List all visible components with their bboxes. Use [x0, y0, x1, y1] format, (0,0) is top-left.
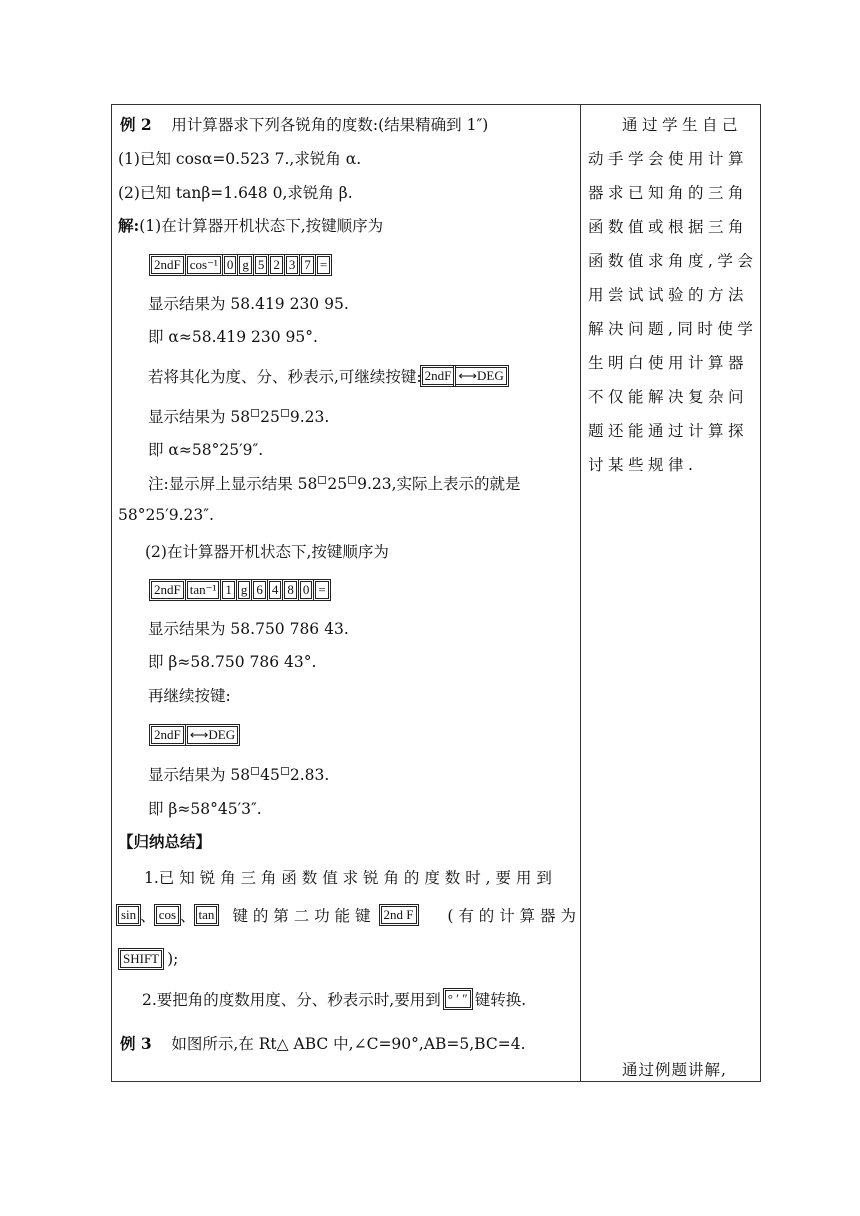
calculator-key: 0: [300, 581, 313, 599]
sidebar-line: 函数值求角度,学会: [588, 252, 758, 270]
calculator-key: =: [317, 256, 330, 274]
calculator-key: g: [238, 581, 251, 599]
display-result-2b: [148, 763, 329, 785]
separator-glyph: [251, 409, 259, 417]
calculator-key: 0: [224, 256, 237, 274]
trig-key: sin: [118, 906, 139, 924]
example3-line: [120, 1032, 526, 1054]
solution-2-intro: (2)在计算器开机状态下,按键顺序为: [145, 543, 389, 561]
convert-line: [148, 365, 508, 387]
continue-text: 再继续按键:: [148, 687, 231, 705]
display-2b-deg: 显示结果为 58: [148, 766, 251, 784]
separator-glyph: [318, 476, 326, 484]
sidebar-line: 动手学会使用计算: [588, 150, 749, 168]
summary-p1-line3-end: );: [167, 950, 179, 968]
calculator-key: 4: [269, 581, 282, 599]
example3-title: 例 3: [120, 1034, 152, 1053]
approx-result-1b: 即 α≈58°25′9″.: [148, 441, 264, 459]
question-1: (1)已知 cosα=0.523 7.,求锐角 α.: [118, 150, 362, 168]
approx-result-2b: 即 β≈58°45′3″.: [148, 800, 262, 818]
display-2b-min: 45: [260, 766, 280, 784]
summary-p1-line1: 1.已 知 锐 角 三 角 函 数 值 求 锐 角 的 度 数 时 , 要 用 到: [144, 869, 552, 887]
sidebar-line: 题还能通过计算探: [588, 422, 749, 440]
column-divider: [580, 104, 581, 1082]
summary-p2-a: 2.要把角的度数用度、分、秒表示时,要用到: [142, 991, 441, 1009]
convert-text: 若将其化为度、分、秒表示,可继续按键:: [148, 368, 422, 386]
approx-result-1: 即 α≈58.419 230 95°.: [148, 328, 318, 346]
example2-prompt: 用计算器求下列各锐角的度数:(结果精确到 1″): [171, 116, 489, 134]
calculator-key: 8: [284, 581, 297, 599]
trig-keys: [118, 904, 218, 926]
example2-title: 例 2: [120, 115, 152, 134]
key-sequence-1: [151, 254, 333, 276]
summary-p2: [142, 988, 526, 1010]
display-result-1b: [148, 405, 329, 427]
summary-p2-b: 键转换.: [474, 991, 527, 1009]
display-2b-sec: 2.83.: [289, 766, 330, 784]
key-2ndf: 2nd F: [381, 906, 417, 924]
separator: 、: [180, 907, 196, 925]
note-line: [148, 472, 521, 494]
note-c: 9.23,实际上表示的就是: [357, 475, 521, 493]
key-shift: SHIFT: [120, 950, 162, 968]
solution-intro-text: (1)在计算器开机状态下,按键顺序为: [139, 217, 384, 235]
sidebar-line: 器求已知角的三角: [588, 184, 749, 202]
calculator-key: =: [315, 581, 328, 599]
trig-key: tan: [196, 906, 218, 924]
separator-glyph: [281, 767, 289, 775]
question-2: (2)已知 tanβ=1.648 0,求锐角 β.: [118, 184, 353, 202]
summary-p1-mid: 键 的 第 二 功 能 键: [232, 907, 371, 925]
sidebar-line: 解决问题,同时使学: [588, 320, 758, 338]
calculator-key: 2ndF: [151, 256, 184, 274]
summary-p1-end: ( 有 的 计 算 器 为: [447, 907, 576, 925]
solution-label: 解:: [118, 216, 140, 235]
display-1b-deg: 显示结果为 58: [148, 408, 251, 426]
note-line-2: 58°25′9.23″.: [118, 506, 214, 524]
sidebar-line: 讨某些规律.: [588, 456, 698, 474]
sidebar-bottom-note: 通过例题讲解,: [622, 1061, 727, 1079]
calculator-key: 6: [253, 581, 266, 599]
summary-p1-line2: [118, 904, 576, 926]
sidebar-line: 不仅能解决复杂问: [588, 388, 749, 406]
note-a: 注:显示屏上显示结果 58: [148, 475, 318, 493]
calculator-key: ⟷DEG: [187, 726, 238, 744]
calculator-key: 5: [255, 256, 268, 274]
sidebar-line: 通过学生自己: [622, 116, 743, 134]
display-result-1: 显示结果为 58.419 230 95.: [148, 295, 349, 313]
display-1b-sec: 9.23.: [289, 408, 330, 426]
summary-heading: 【归纳总结】: [118, 832, 212, 851]
key-sequence-3: [151, 724, 241, 746]
calculator-key: 2ndF: [151, 581, 184, 599]
sidebar-line: 用尝试试验的方法: [588, 286, 749, 304]
approx-result-2: 即 β≈58.750 786 43°.: [148, 653, 317, 671]
separator-glyph: [281, 409, 289, 417]
separator-glyph: [348, 476, 356, 484]
summary-p1-line3: [120, 950, 178, 968]
sidebar-line: 函数值或根据三角: [588, 218, 749, 236]
sidebar-line: 生明白使用计算器: [588, 354, 749, 372]
calculator-key: tan⁻¹: [187, 581, 220, 599]
calculator-key: 2: [270, 256, 283, 274]
calculator-key: g: [239, 256, 252, 274]
key-sequence-2: [151, 579, 332, 601]
trig-key: cos: [156, 906, 179, 924]
example2-header: [120, 113, 488, 135]
note-b: 25: [327, 475, 348, 493]
calculator-key: cos⁻¹: [187, 256, 221, 274]
display-1b-min: 25: [260, 408, 280, 426]
convert-key-sequence: [422, 367, 508, 385]
separator: 、: [140, 907, 156, 925]
calculator-key: 7: [301, 256, 314, 274]
calculator-key: 2ndF: [422, 367, 455, 385]
key-dms: ° ′ ″: [445, 990, 471, 1008]
example3-text: 如图所示,在 Rt△ ABC 中,∠C=90°,AB=5,BC=4.: [171, 1035, 526, 1053]
calculator-key: ⟷DEG: [455, 367, 506, 385]
separator-glyph: [251, 767, 259, 775]
calculator-key: 1: [222, 581, 235, 599]
calculator-key: 2ndF: [151, 726, 184, 744]
display-result-2: 显示结果为 58.750 786 43.: [148, 620, 349, 638]
solution-intro: [118, 214, 383, 236]
calculator-key: 3: [286, 256, 299, 274]
